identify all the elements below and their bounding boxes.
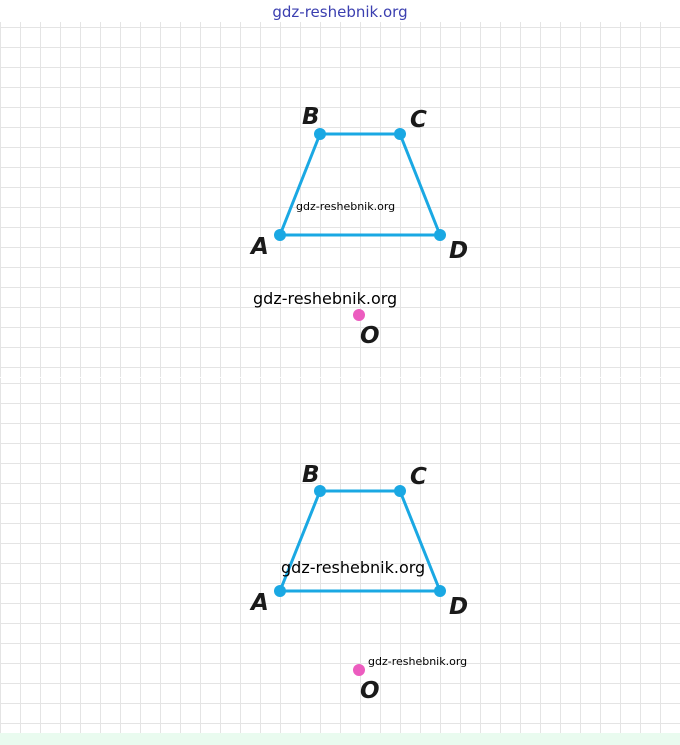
label-d: D <box>449 238 469 264</box>
label-a: A <box>251 590 269 616</box>
label-d: D <box>449 594 469 620</box>
point-o <box>353 309 365 321</box>
label-a: A <box>251 234 269 260</box>
diagram-panel-2 <box>0 378 680 733</box>
watermark-4: gdz-reshebnik.org <box>368 655 468 668</box>
label-b: B <box>302 462 320 488</box>
point-a <box>274 229 286 241</box>
diagram-panel-1 <box>0 22 680 377</box>
point-d <box>434 229 446 241</box>
figure-svg <box>0 378 680 733</box>
footer-strip <box>0 733 680 745</box>
label-o: O <box>360 678 380 704</box>
watermark-1: gdz-reshebnik.org <box>296 200 396 213</box>
point-a <box>274 585 286 597</box>
watermark-2: gdz-reshebnik.org <box>253 289 398 308</box>
label-b: B <box>302 104 320 130</box>
watermark-3: gdz-reshebnik.org <box>281 558 426 577</box>
point-c <box>394 128 406 140</box>
point-o <box>353 664 365 676</box>
label-c: C <box>410 464 427 490</box>
header-watermark: gdz-reshebnik.org <box>272 3 408 21</box>
label-o: O <box>360 323 380 349</box>
trapezoid-ABCD <box>280 134 440 235</box>
label-c: C <box>410 107 427 133</box>
point-d <box>434 585 446 597</box>
point-c <box>394 485 406 497</box>
